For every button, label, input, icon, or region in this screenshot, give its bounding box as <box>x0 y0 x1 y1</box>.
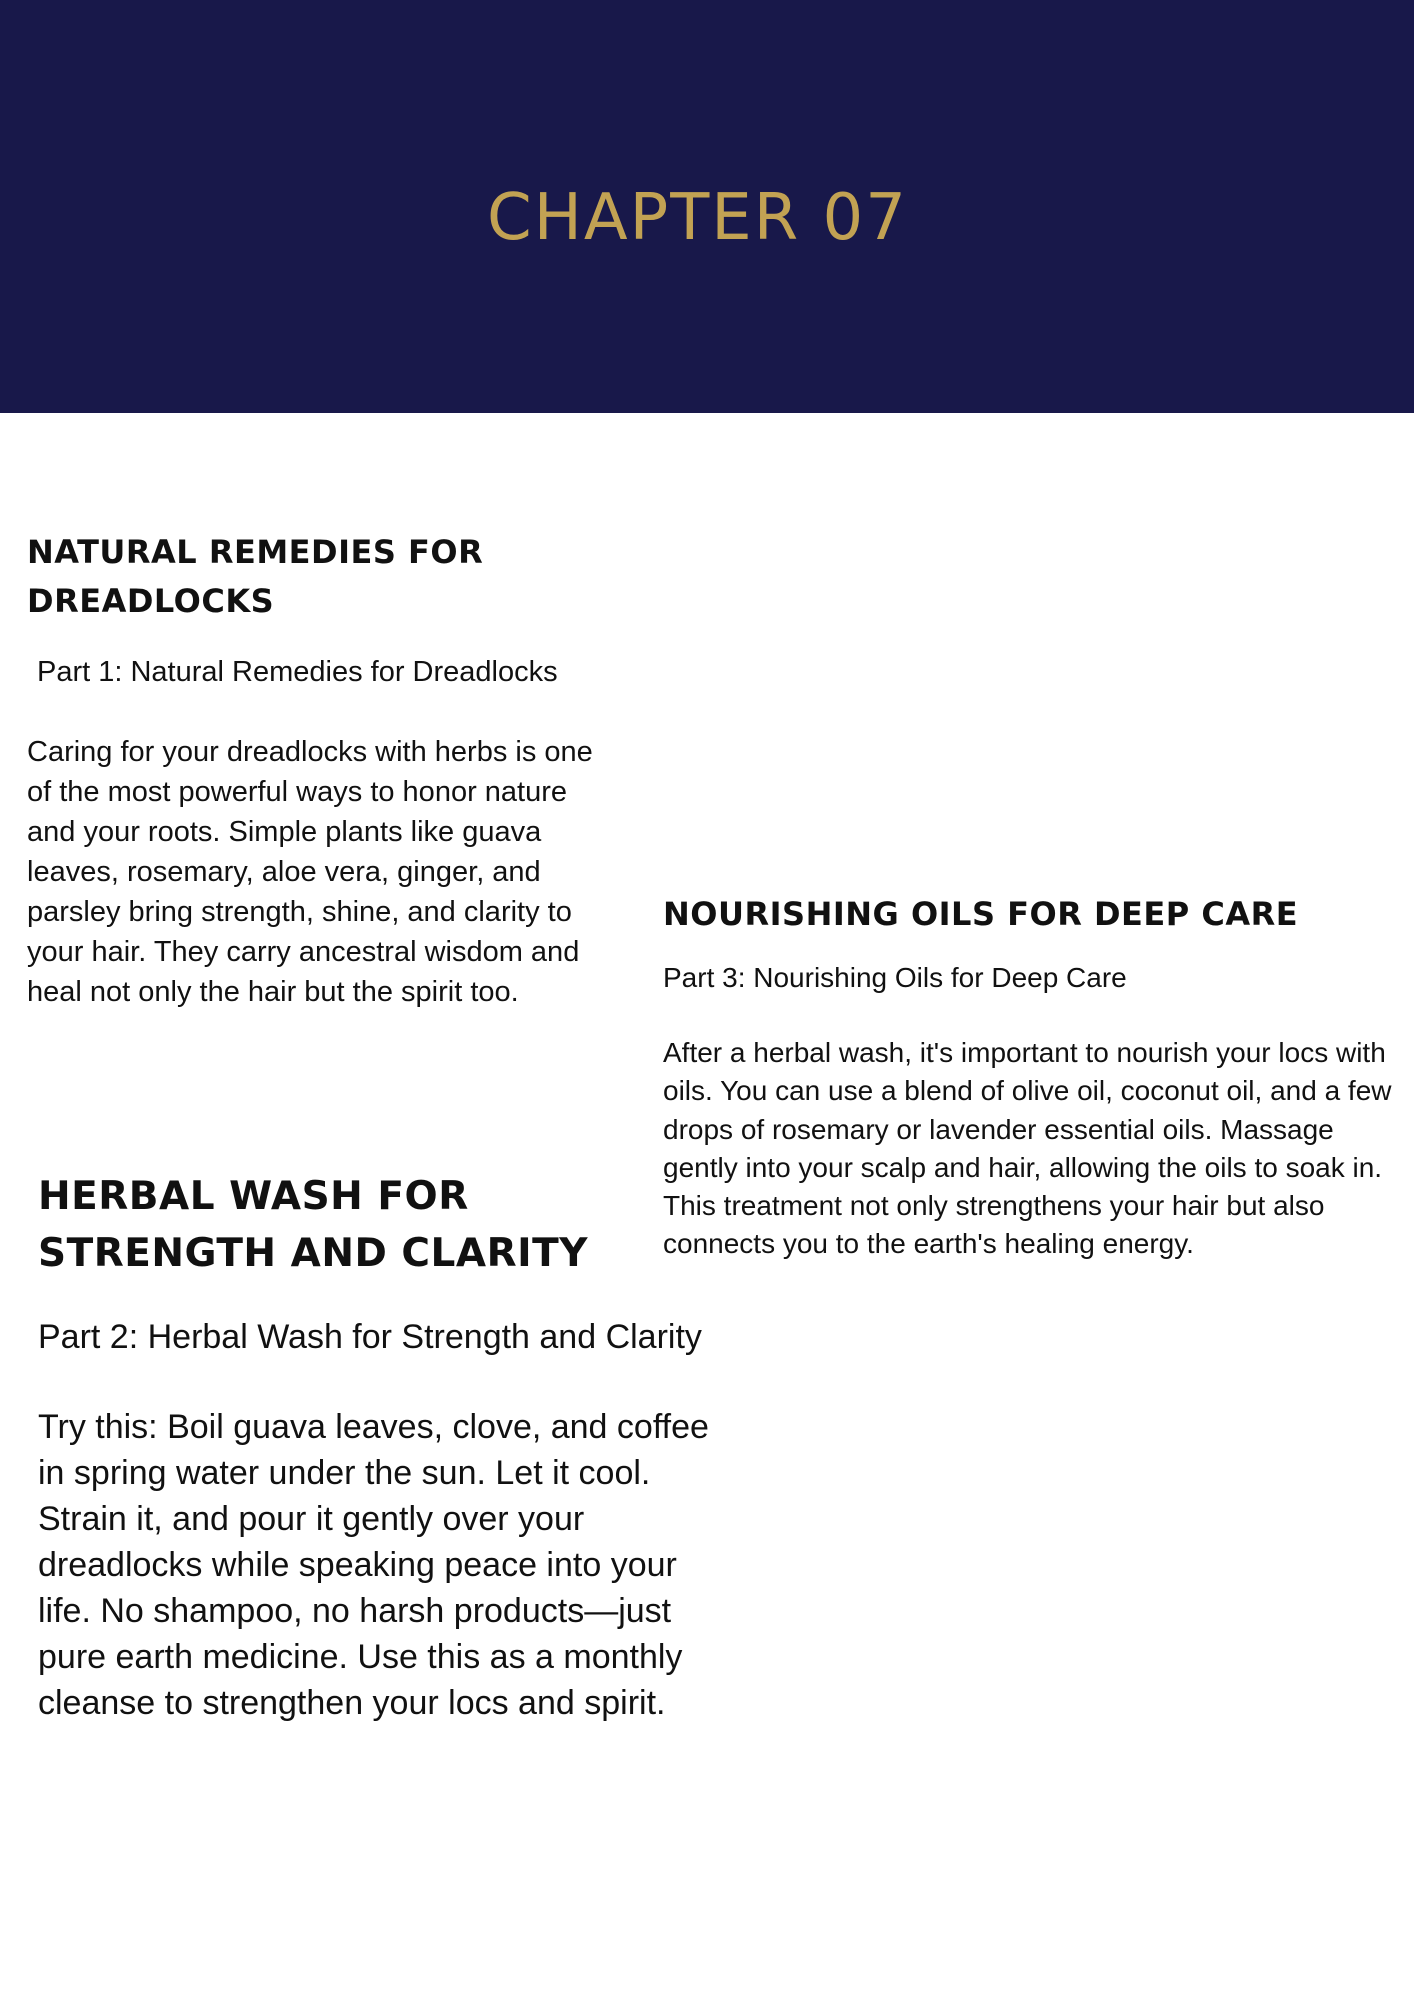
section-part-label: Part 2: Herbal Wash for Strength and Clarity <box>38 1318 702 1356</box>
chapter-header-band <box>0 0 1414 413</box>
section-part-label: Part 1: Natural Remedies for Dreadlocks <box>37 656 558 688</box>
section-part-label: Part 3: Nourishing Oils for Deep Care <box>663 962 1127 993</box>
section-body-text: Try this: Boil guava leaves, clove, and coffee in spring water under the sun. Let it cool. Strain it, and pour it gently over your dreadlocks while speaking peace into your life. No shampoo, no harsh products—just pure earth medicine. Use this as a monthly cleanse to strengthen your locs and spirit. <box>38 1408 709 1722</box>
section-nourishing-oils <box>663 892 1393 1264</box>
section-body-text: After a herbal wash, it's important to nourish your locs with oils. You can use a blend of olive oil, coconut oil, and a few drops of rosemary or lavender essential oils. Massage gently into your scalp and hair, allowing the oils to soak in. This treatment not only strengthens your hair but also connects you to the earth's healing energy. <box>663 1037 1392 1260</box>
section-herbal-wash <box>38 1168 718 1726</box>
section-heading: NOURISHING OILS FOR DEEP CARE <box>663 895 1299 933</box>
chapter-title: CHAPTER 07 <box>487 181 908 255</box>
section-natural-remedies <box>27 528 607 1012</box>
section-heading: HERBAL WASH FOR STRENGTH AND CLARITY <box>38 1174 588 1276</box>
section-body-text: Caring for your dreadlocks with herbs is one of the most powerful ways to honor nature and your roots. Simple plants like guava leaves, rosemary, aloe vera, ginger, and parsley bring strength, shine, and clarity to your hair. They carry ancestral wisdom and heal not only the hair but the spirit too. <box>27 736 593 1008</box>
section-heading: NATURAL REMEDIES FOR DREADLOCKS <box>27 533 484 620</box>
